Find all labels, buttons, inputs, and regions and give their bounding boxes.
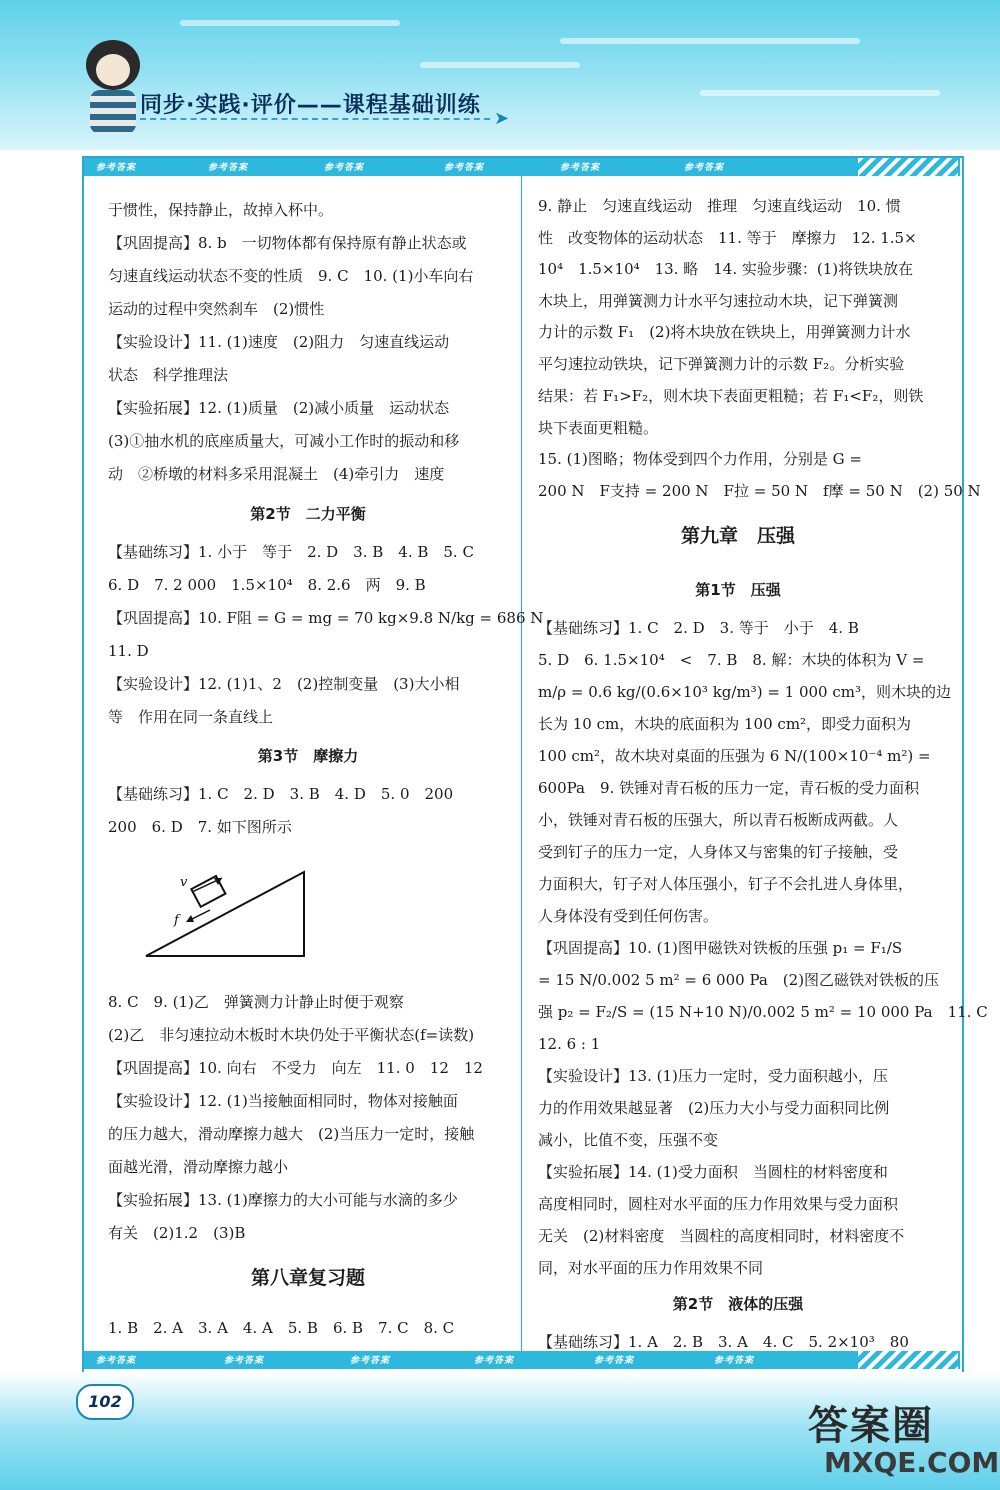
section-heading: 第3节 摩擦力 (257, 747, 359, 765)
answer-line: 长为 10 cm，木块的底面积为 100 cm²，即受力面积为 (538, 715, 912, 733)
answer-line: 600Pa 9. 铁锤对青石板的压力一定，青石板的受力面积 (538, 779, 920, 797)
answer-line: 减小，比值不变，压强不变 (538, 1131, 719, 1149)
answer-line: 木块上，用弹簧测力计水平匀速拉动木块，记下弹簧测 (538, 292, 899, 310)
answer-line: 力计的示数 F₁ (2)将木块放在铁块上，用弹簧测力计水 (538, 323, 911, 341)
ribbon-tag: 参考答案 (224, 1356, 265, 1366)
answer-line: 10⁴ 1.5×10⁴ 13. 略 14. 实验步骤：(1)将铁块放在 (538, 260, 914, 278)
ribbon-tag: 参考答案 (444, 163, 485, 173)
answer-line: 11. D (108, 642, 149, 660)
watermark-logo: 答案圈 (808, 1403, 934, 1449)
chapter-heading: 第八章复习题 (250, 1267, 365, 1289)
ribbon-tag: 参考答案 (324, 163, 365, 173)
answer-line: 【实验设计】13. (1)压力一定时，受力面积越小，压 (538, 1067, 888, 1085)
answer-line: 12. 6 : 1 (538, 1035, 601, 1053)
answer-line: 等 作用在同一条直线上 (108, 708, 274, 726)
mascot-illustration (78, 40, 148, 138)
top-ribbon (84, 158, 960, 176)
answer-line: 【基础练习】1. C 2. D 3. 等于 小于 4. B (538, 619, 859, 637)
ribbon-tag: 参考答案 (350, 1356, 391, 1366)
ribbon-tag: 参考答案 (684, 163, 725, 173)
answer-line: 面越光滑，滑动摩擦力越小 (108, 1158, 289, 1176)
answer-line: 性 改变物体的运动状态 11. 等于 摩擦力 12. 1.5× (538, 229, 917, 247)
answer-line: 【实验设计】12. (1)当接触面相同时，物体对接触面 (108, 1092, 458, 1110)
answer-line: = 15 N/0.002 5 m² = 6 000 Pa (2)图乙磁铁对铁板的压 (538, 971, 940, 989)
section-heading: 第2节 二力平衡 (250, 505, 366, 523)
answer-line: 块下表面更粗糙。 (538, 419, 659, 437)
answer-line: 【基础练习】1. A 2. B 3. A 4. C 5. 2×10³ 80 (538, 1333, 909, 1351)
answer-line: 于惯性，保持静止，故掉入杯中。 (108, 201, 334, 219)
answer-line: 结果：若 F₁>F₂，则木块下表面更粗糙；若 F₁<F₂，则铁 (538, 387, 924, 405)
paper-plane-icon: ➤ (494, 108, 510, 129)
friction-label: f (174, 913, 179, 928)
incline-triangle (146, 872, 304, 956)
chapter-heading: 第九章 压强 (680, 525, 795, 547)
answer-line: 人身体没有受到任何伤害。 (538, 907, 719, 925)
answer-line: 15. (1)图略；物体受到四个力作用，分别是 G = (538, 450, 862, 468)
title-underline (140, 118, 490, 120)
answer-line: 【巩固提高】8. b 一切物体都有保持原有静止状态或 (108, 234, 467, 252)
section-heading: 第2节 液体的压强 (672, 1295, 804, 1313)
answer-line: 高度相同时，圆柱对水平面的压力作用效果与受力面积 (538, 1195, 899, 1213)
column-divider (521, 176, 522, 1351)
answer-line: 【实验设计】11. (1)速度 (2)阻力 匀速直线运动 (108, 333, 450, 351)
answer-line: 【基础练习】1. C 2. D 3. B 4. D 5. 0 200 (108, 785, 454, 803)
section-heading: 第1节 压强 (695, 581, 781, 599)
answer-line: 平匀速拉动铁块，记下弹簧测力计的示数 F₂。分析实验 (538, 355, 905, 373)
answer-line: 【巩固提高】10. F阻 = G = mg = 70 kg×9.8 N/kg = 686 N (108, 609, 544, 627)
book-title: 同步·实践·评价——课程基础训练 (140, 93, 481, 118)
answer-line: 力面积大，钉子对人体压强小，钉子不会扎进人身体里， (538, 875, 914, 893)
answer-line: 【实验拓展】12. (1)质量 (2)减小质量 运动状态 (108, 399, 450, 417)
answer-line: 【巩固提高】10. 向右 不受力 向左 11. 0 12 12 (108, 1059, 483, 1077)
answer-line: 有关 (2)1.2 (3)B (108, 1224, 246, 1242)
answer-line: 匀速直线运动状态不变的性质 9. C 10. (1)小车向右 (108, 267, 474, 285)
answer-line: (3)①抽水机的底座质量大，可减小工作时的振动和移 (108, 432, 460, 450)
ribbon-tag: 参考答案 (474, 1356, 515, 1366)
inclined-plane-diagram (140, 866, 310, 962)
ribbon-tag: 参考答案 (714, 1356, 755, 1366)
answer-line: 5. D 6. 1.5×10⁴ < 7. B 8. 解：木块的体积为 V = (538, 651, 925, 669)
answer-line: 8. C 9. (1)乙 弹簧测力计静止时便于观察 (108, 993, 404, 1011)
answer-line: 力的作用效果越显著 (2)压力大小与受力面积同比例 (538, 1099, 890, 1117)
answer-line: 动 ②桥墩的材料多采用混凝土 (4)牵引力 速度 (108, 465, 445, 483)
answer-line: m/ρ = 0.6 kg/(0.6×10³ kg/m³) = 1 000 cm³，则木块的边 (538, 683, 951, 701)
answer-line: 运动的过程中突然刹车 (2)惯性 (108, 300, 325, 318)
ribbon-tag: 参考答案 (208, 163, 249, 173)
ribbon-tag: 参考答案 (560, 163, 601, 173)
answer-line: 1. B 2. A 3. A 4. A 5. B 6. B 7. C 8. C (108, 1319, 455, 1337)
answer-line: 9. 静止 匀速直线运动 推理 匀速直线运动 10. 惯 (538, 197, 901, 215)
watermark-url: MXQE.COM (824, 1446, 1000, 1479)
answer-line: 【实验设计】12. (1)1、2 (2)控制变量 (3)大小相 (108, 675, 460, 693)
answer-line: 同，对水平面的压力作用效果不同 (538, 1259, 764, 1277)
answer-line: 强 p₂ = F₂/S = (15 N+10 N)/0.002 5 m² = 10 000 Pa 11. C (538, 1003, 988, 1021)
velocity-label: v (180, 875, 188, 890)
answer-line: 200 6. D 7. 如下图所示 (108, 818, 292, 836)
answer-line: 小，铁锤对青石板的压强大，所以青石板断成两截。人 (538, 811, 899, 829)
answer-line: 状态 科学推理法 (108, 366, 229, 384)
bottom-ribbon (84, 1351, 960, 1369)
answer-line: 受到钉子的压力一定，人身体又与密集的钉子接触，受 (538, 843, 899, 861)
answer-line: 100 cm²，故木块对桌面的压强为 6 N/(100×10⁻⁴ m²) = (538, 747, 931, 765)
answer-line: 无关 (2)材料密度 当圆柱的高度相同时，材料密度不 (538, 1227, 905, 1245)
answer-line: (2)乙 非匀速拉动木板时木块仍处于平衡状态(f=读数) (108, 1026, 475, 1044)
ribbon-tag: 参考答案 (96, 163, 137, 173)
answer-line: 【巩固提高】10. (1)图甲磁铁对铁板的压强 p₁ = F₁/S (538, 939, 903, 957)
answer-line: 【实验拓展】13. (1)摩擦力的大小可能与水滴的多少 (108, 1191, 458, 1209)
page-number: 102 (76, 1384, 134, 1420)
answer-line: 200 N F支持 = 200 N F拉 = 50 N f摩 = 50 N (2) 50 N (538, 482, 981, 500)
answer-line: 的压力越大，滑动摩擦力越大 (2)当压力一定时，接触 (108, 1125, 475, 1143)
ribbon-tag: 参考答案 (594, 1356, 635, 1366)
answer-line: 6. D 7. 2 000 1.5×10⁴ 8. 2.6 两 9. B (108, 576, 426, 594)
answer-line: 【基础练习】1. 小于 等于 2. D 3. B 4. B 5. C (108, 543, 474, 561)
ribbon-tag: 参考答案 (96, 1356, 137, 1366)
answer-line: 【实验拓展】14. (1)受力面积 当圆柱的材料密度和 (538, 1163, 888, 1181)
